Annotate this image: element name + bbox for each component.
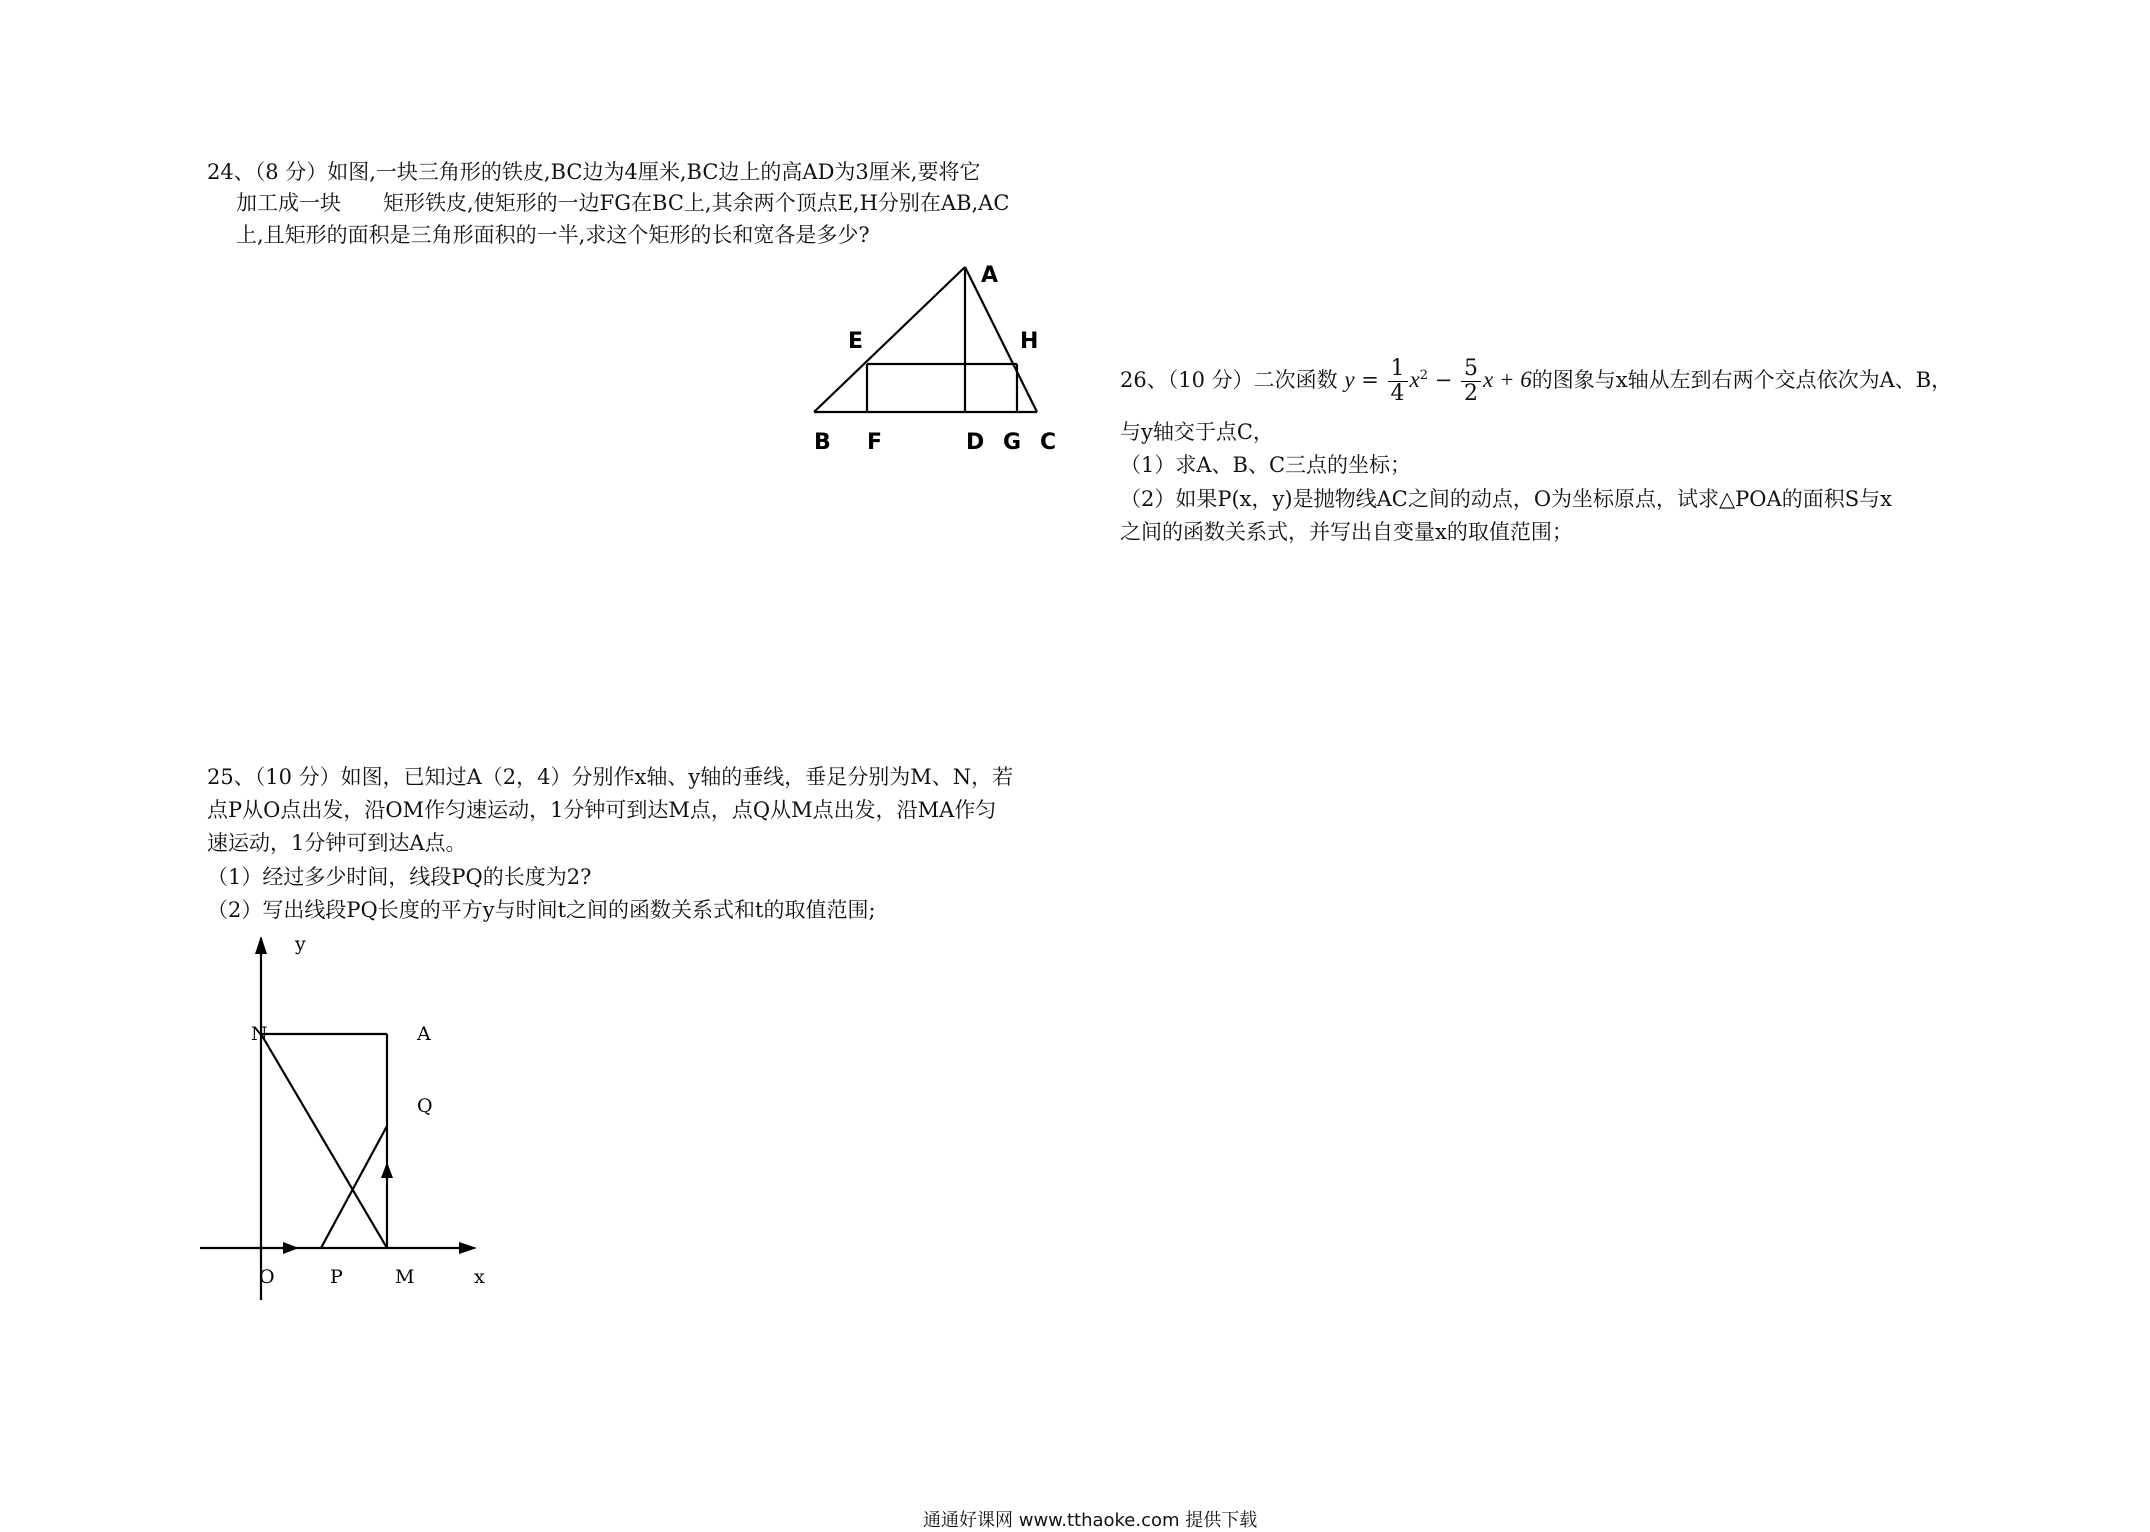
- q24-line1: 24、（8 分）如图,一块三角形的铁皮,BC边为4厘米,BC边上的高AD为3厘米,要将它: [207, 160, 981, 184]
- label-y: y: [295, 933, 306, 955]
- q26-part2-b: 之间的函数关系式，并写出自变量x的取值范围；: [1120, 520, 1573, 544]
- q26-frac2-num: 5: [1461, 357, 1481, 382]
- q26-eq-x2: x: [1409, 367, 1420, 392]
- x-axis-arrow-icon: [459, 1242, 477, 1254]
- q26-suffix: 的图象与x轴从左到右两个交点依次为A、B，: [1531, 368, 1953, 392]
- q26-eq-y: y: [1344, 367, 1355, 392]
- q-motion-arrow-icon: [381, 1162, 393, 1178]
- q24-triangle-figure: [800, 255, 1080, 455]
- q26-line2: 与y轴交于点C，: [1120, 420, 1274, 444]
- q25-line1: 25、（10 分）如图，已知过A（2，4）分别作x轴、y轴的垂线，垂足分别为M、N，若: [207, 765, 1014, 789]
- q25-line3: 速运动，1分钟可到达A点。: [207, 831, 467, 855]
- label-x: x: [474, 1266, 485, 1288]
- q26-frac1-num: 1: [1388, 357, 1408, 382]
- q25-line2: 点P从O点出发，沿OM作匀速运动，1分钟可到达M点，点Q从M点出发，沿MA作匀: [207, 798, 997, 822]
- q24-line3: 上,且矩形的面积是三角形面积的一半,求这个矩形的长和宽各是多少?: [236, 223, 870, 247]
- label-e: E: [848, 329, 864, 354]
- q26-frac2-den: 2: [1464, 381, 1478, 406]
- label-p: P: [330, 1266, 343, 1288]
- label-g: G: [1003, 430, 1022, 455]
- page-footer: 通通好课网 www.tthaoke.com 提供下载: [923, 1510, 1258, 1531]
- q26-frac1-den: 4: [1390, 381, 1405, 406]
- y-axis-arrow-icon: [255, 936, 267, 954]
- label-n: N: [251, 1023, 268, 1045]
- q26-prefix: 26、（10 分）二次函数: [1120, 368, 1338, 392]
- label-o: O: [259, 1266, 275, 1288]
- q26-eq-minus: −: [1434, 368, 1453, 392]
- label-c: C: [1040, 430, 1057, 455]
- p-motion-arrow-icon: [283, 1242, 299, 1254]
- label-f: F: [867, 430, 883, 455]
- q25-coordinate-figure: [195, 930, 505, 1300]
- label-m: M: [395, 1266, 415, 1288]
- q25-part2: （2）写出线段PQ长度的平方y与时间t之间的函数关系式和t的取值范围;: [207, 898, 876, 922]
- q26-part1: （1）求A、B、C三点的坐标；: [1120, 453, 1412, 477]
- label-b: B: [814, 430, 831, 455]
- q26-eq-sup: 2: [1419, 368, 1429, 383]
- q26-eq-equals: =: [1361, 368, 1379, 392]
- q26-eq-tail: x + 6: [1483, 367, 1532, 392]
- label-d: D: [966, 430, 985, 455]
- q26-fraction-1: [1388, 357, 1408, 406]
- q26-part2-a: （2）如果P(x，y)是抛物线AC之间的动点，O为坐标原点，试求△POA的面积S与x: [1120, 487, 1892, 511]
- q25-part1: （1）经过多少时间，线段PQ的长度为2?: [207, 865, 592, 889]
- label-a: A: [981, 263, 999, 288]
- label-q: Q: [417, 1095, 433, 1117]
- q26-fraction-2: [1461, 357, 1481, 406]
- q24-line2: 加工成一块 矩形铁皮,使矩形的一边FG在BC上,其余两个顶点E,H分别在AB,AC: [236, 191, 1010, 215]
- q26-equation-line: [1120, 352, 1952, 406]
- label-a: A: [417, 1023, 431, 1045]
- label-h: H: [1020, 329, 1039, 354]
